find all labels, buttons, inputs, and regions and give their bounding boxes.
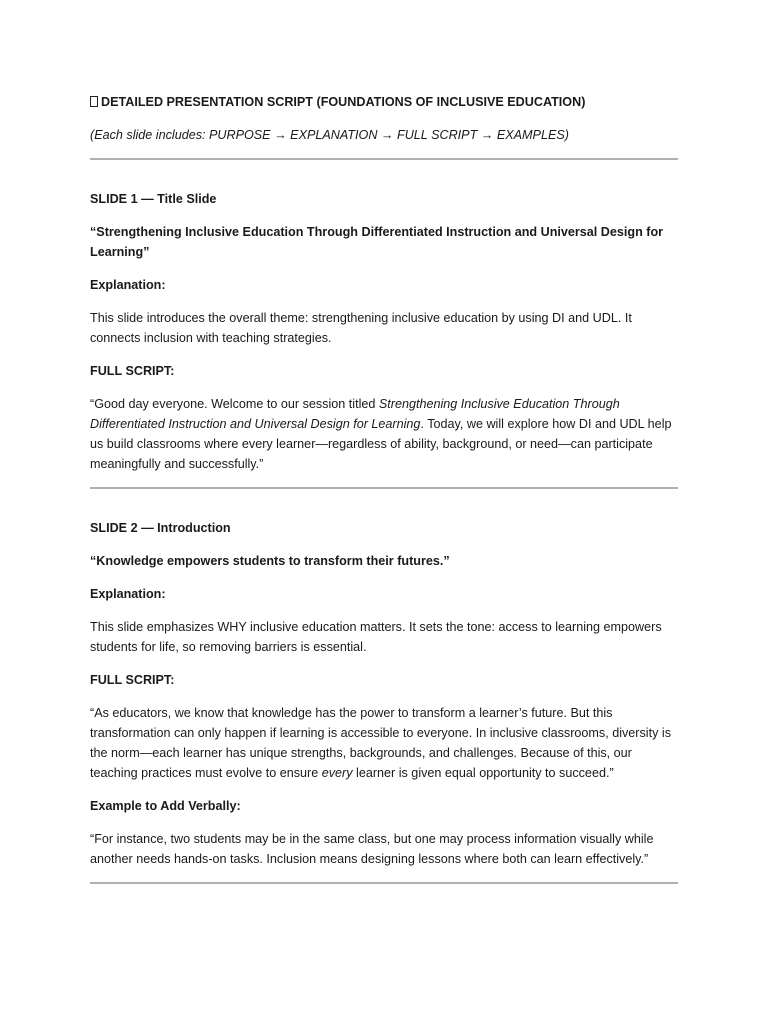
slide2-explanation-text: This slide emphasizes WHY inclusive education matters. It sets the tone: access to learning empowers students for life, so removing barriers is essential. [90,620,662,654]
slide1-script-label: FULL SCRIPT: [90,364,175,378]
missing-glyph-icon [90,96,98,107]
slide2-script-part1: “As educators, we know that knowledge has the power to transform a learner’s future. But this transformation can only happen if learning is accessible to everyone. In inclusive classrooms, diversity is the norm—each learner has unique strengths, backgrounds, and challenges. Because of this, our teaching practices must evolve to ensure [90,706,671,780]
slide1-script-part1: “Good day everyone. Welcome to our session titled [90,397,379,411]
slide2-script-part2: learner is given equal opportunity to succeed.” [352,766,614,780]
divider [90,487,678,489]
divider [90,158,678,160]
slide1-script-text [90,394,678,474]
slide1-script-part2: . Today, we will explore how DI and UDL help us build classrooms where every learner—regardless of ability, background, or need—can participate meaningfully and successfully.” [90,417,672,471]
slide2-title: SLIDE 2 — Introduction [90,521,231,535]
slide1-explanation-label: Explanation: [90,278,166,292]
slide2-script-text [90,703,678,783]
slide2-example-label: Example to Add Verbally: [90,799,241,813]
document-subheading: (Each slide includes: PURPOSE → EXPLANATION → FULL SCRIPT → EXAMPLES) [90,128,569,142]
document-page [90,92,678,884]
divider [90,882,678,884]
document-heading [90,92,678,112]
slide2-explanation-label: Explanation: [90,587,166,601]
slide2-script-emphasis: every [321,766,353,780]
slide1-explanation-text: This slide introduces the overall theme: strengthening inclusive education by using DI and UDL. It connects inclusion with teaching strategies. [90,311,632,345]
slide2-quote: “Knowledge empowers students to transform their futures.” [90,554,450,568]
slide1-quote: “Strengthening Inclusive Education Through Differentiated Instruction and Universal Design for Learning” [90,225,664,259]
slide1-title: SLIDE 1 — Title Slide [90,192,217,206]
document-heading-text: DETAILED PRESENTATION SCRIPT (FOUNDATIONS OF INCLUSIVE EDUCATION) [101,95,586,109]
slide1-script-title-italic: Strengthening Inclusive Education Through Differentiated Instruction and Universal Design for Learning [90,397,620,431]
slide2-example-text: “For instance, two students may be in the same class, but one may process information visually while another needs hands-on tasks. Inclusion means designing lessons where both can learn effectively.” [90,832,654,866]
slide2-script-label: FULL SCRIPT: [90,673,175,687]
